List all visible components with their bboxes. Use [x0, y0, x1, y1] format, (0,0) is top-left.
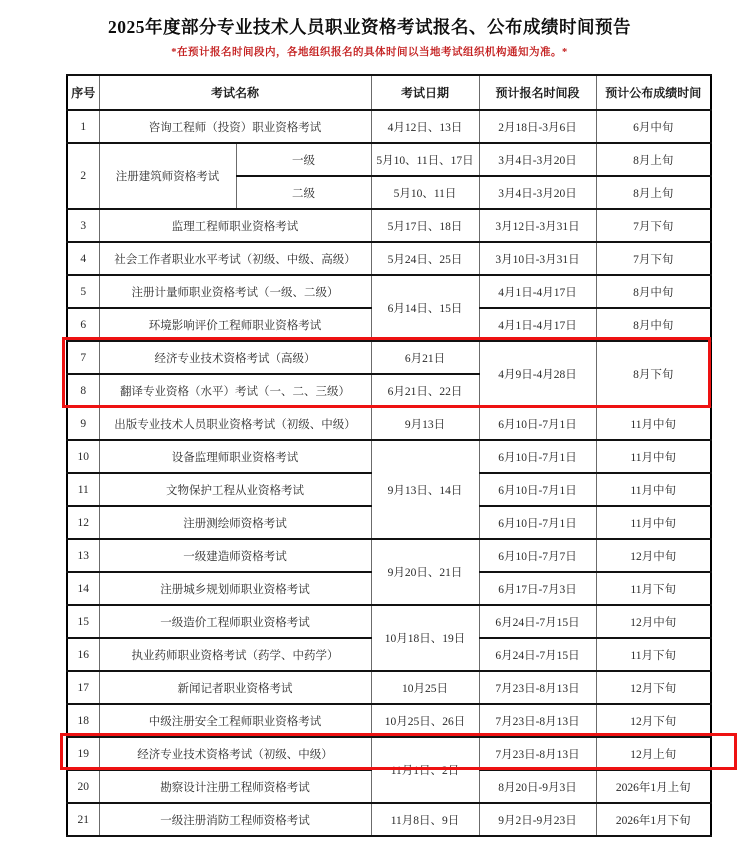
result-time: 6月中旬	[596, 110, 711, 143]
reg-period: 6月10日-7月1日	[479, 473, 596, 506]
exam-date: 5月10、11日、17日	[371, 143, 479, 176]
table-row-highlighted	[67, 341, 711, 374]
row-number: 20	[67, 770, 99, 803]
reg-period: 6月10日-7月1日	[479, 440, 596, 473]
exam-name: 出版专业技术人员职业资格考试（初级、中级）	[99, 407, 371, 440]
exam-date: 5月17日、18日	[371, 209, 479, 242]
result-time: 2026年1月下旬	[596, 803, 711, 836]
exam-name: 新闻记者职业资格考试	[99, 671, 371, 704]
exam-name: 监理工程师职业资格考试	[99, 209, 371, 242]
result-time: 7月下旬	[596, 209, 711, 242]
row-number: 13	[67, 539, 99, 572]
result-time: 12月上旬	[596, 737, 711, 770]
row-number: 14	[67, 572, 99, 605]
col-header-reg: 预计报名时间段	[479, 75, 596, 110]
result-time: 12月下旬	[596, 671, 711, 704]
col-header-name: 考试名称	[99, 75, 371, 110]
exam-name: 经济专业技术资格考试（初级、中级）	[99, 737, 371, 770]
exam-date: 10月25日	[371, 671, 479, 704]
reg-period: 6月10日-7月1日	[479, 407, 596, 440]
exam-date: 9月20日、21日	[371, 539, 479, 605]
reg-period: 6月10日-7月7日	[479, 539, 596, 572]
table-row	[67, 242, 711, 275]
reg-period: 6月10日-7月1日	[479, 506, 596, 539]
exam-name: 中级注册安全工程师职业资格考试	[99, 704, 371, 737]
row-number: 15	[67, 605, 99, 638]
row-number: 2	[67, 143, 99, 209]
result-time: 7月下旬	[596, 242, 711, 275]
table-row	[67, 110, 711, 143]
result-time: 8月上旬	[596, 176, 711, 209]
exam-name: 经济专业技术资格考试（高级）	[99, 341, 371, 374]
row-number: 11	[67, 473, 99, 506]
table-row-highlighted	[67, 737, 711, 770]
reg-period: 4月1日-4月17日	[479, 275, 596, 308]
exam-name: 咨询工程师（投资）职业资格考试	[99, 110, 371, 143]
row-number: 8	[67, 374, 99, 407]
result-time: 8月上旬	[596, 143, 711, 176]
exam-name: 一级注册消防工程师资格考试	[99, 803, 371, 836]
table-row	[67, 209, 711, 242]
row-number: 19	[67, 737, 99, 770]
result-time: 11月下旬	[596, 572, 711, 605]
row-number: 9	[67, 407, 99, 440]
exam-level: 二级	[236, 176, 371, 209]
row-number: 10	[67, 440, 99, 473]
table-row	[67, 803, 711, 836]
exam-name: 注册测绘师资格考试	[99, 506, 371, 539]
exam-date: 9月13日	[371, 407, 479, 440]
result-time: 12月中旬	[596, 539, 711, 572]
reg-period: 7月23日-8月13日	[479, 671, 596, 704]
reg-period: 6月24日-7月15日	[479, 638, 596, 671]
exam-name: 勘察设计注册工程师资格考试	[99, 770, 371, 803]
exam-level: 一级	[236, 143, 371, 176]
exam-date: 10月18日、19日	[371, 605, 479, 671]
exam-name: 执业药师职业资格考试（药学、中药学）	[99, 638, 371, 671]
row-number: 6	[67, 308, 99, 341]
notice-text: *在预计报名时间段内，各地组织报名的具体时间以当地考试组织机构通知为准。*	[171, 47, 568, 58]
row-number: 17	[67, 671, 99, 704]
table-row	[67, 407, 711, 440]
row-number: 3	[67, 209, 99, 242]
table-row	[67, 704, 711, 737]
result-time: 8月中旬	[596, 308, 711, 341]
result-time: 8月下旬	[596, 341, 711, 407]
table-row	[67, 605, 711, 638]
table-row	[67, 539, 711, 572]
row-number: 12	[67, 506, 99, 539]
row-number: 4	[67, 242, 99, 275]
row-number: 7	[67, 341, 99, 374]
row-number: 21	[67, 803, 99, 836]
exam-date: 11月8日、9日	[371, 803, 479, 836]
exam-date: 10月25日、26日	[371, 704, 479, 737]
exam-name: 注册城乡规划师职业资格考试	[99, 572, 371, 605]
row-number: 1	[67, 110, 99, 143]
result-time: 11月中旬	[596, 473, 711, 506]
reg-period: 6月24日-7月15日	[479, 605, 596, 638]
reg-period: 3月12日-3月31日	[479, 209, 596, 242]
reg-period: 9月2日-9月23日	[479, 803, 596, 836]
result-time: 11月中旬	[596, 440, 711, 473]
exam-name: 注册计量师职业资格考试（一级、二级）	[99, 275, 371, 308]
row-number: 5	[67, 275, 99, 308]
col-header-result: 预计公布成绩时间	[596, 75, 711, 110]
reg-period: 3月4日-3月20日	[479, 143, 596, 176]
exam-date: 5月10、11日	[371, 176, 479, 209]
reg-period: 8月20日-9月3日	[479, 770, 596, 803]
row-number: 16	[67, 638, 99, 671]
page-title: 2025年度部分专业技术人员职业资格考试报名、公布成绩时间预告	[108, 17, 631, 37]
exam-date: 6月21日	[371, 341, 479, 374]
result-time: 11月中旬	[596, 506, 711, 539]
result-time: 12月下旬	[596, 704, 711, 737]
exam-schedule-table	[66, 74, 712, 837]
exam-date: 5月24日、25日	[371, 242, 479, 275]
exam-date: 11月1日、2日	[371, 737, 479, 803]
exam-date: 6月14日、15日	[371, 275, 479, 341]
table-row	[67, 440, 711, 473]
reg-period: 6月17日-7月3日	[479, 572, 596, 605]
exam-date: 9月13日、14日	[371, 440, 479, 539]
exam-name: 翻译专业资格（水平）考试（一、二、三级）	[99, 374, 371, 407]
reg-period: 4月9日-4月28日	[479, 341, 596, 407]
table-row	[67, 671, 711, 704]
exam-name: 一级建造师资格考试	[99, 539, 371, 572]
reg-period: 7月23日-8月13日	[479, 737, 596, 770]
exam-date: 4月12日、13日	[371, 110, 479, 143]
col-header-no: 序号	[67, 75, 99, 110]
exam-name: 设备监理师职业资格考试	[99, 440, 371, 473]
table-header-row	[67, 75, 711, 110]
exam-date: 6月21日、22日	[371, 374, 479, 407]
table-row	[67, 143, 711, 176]
exam-name: 注册建筑师资格考试	[99, 143, 236, 209]
result-time: 11月下旬	[596, 638, 711, 671]
result-time: 2026年1月上旬	[596, 770, 711, 803]
col-header-date: 考试日期	[371, 75, 479, 110]
exam-name: 社会工作者职业水平考试（初级、中级、高级）	[99, 242, 371, 275]
exam-name: 环境影响评价工程师职业资格考试	[99, 308, 371, 341]
exam-name: 一级造价工程师职业资格考试	[99, 605, 371, 638]
reg-period: 3月10日-3月31日	[479, 242, 596, 275]
result-time: 12月中旬	[596, 605, 711, 638]
table-row	[67, 275, 711, 308]
result-time: 11月中旬	[596, 407, 711, 440]
reg-period: 7月23日-8月13日	[479, 704, 596, 737]
result-time: 8月中旬	[596, 275, 711, 308]
reg-period: 2月18日-3月6日	[479, 110, 596, 143]
row-number: 18	[67, 704, 99, 737]
reg-period: 4月1日-4月17日	[479, 308, 596, 341]
reg-period: 3月4日-3月20日	[479, 176, 596, 209]
exam-name: 文物保护工程从业资格考试	[99, 473, 371, 506]
